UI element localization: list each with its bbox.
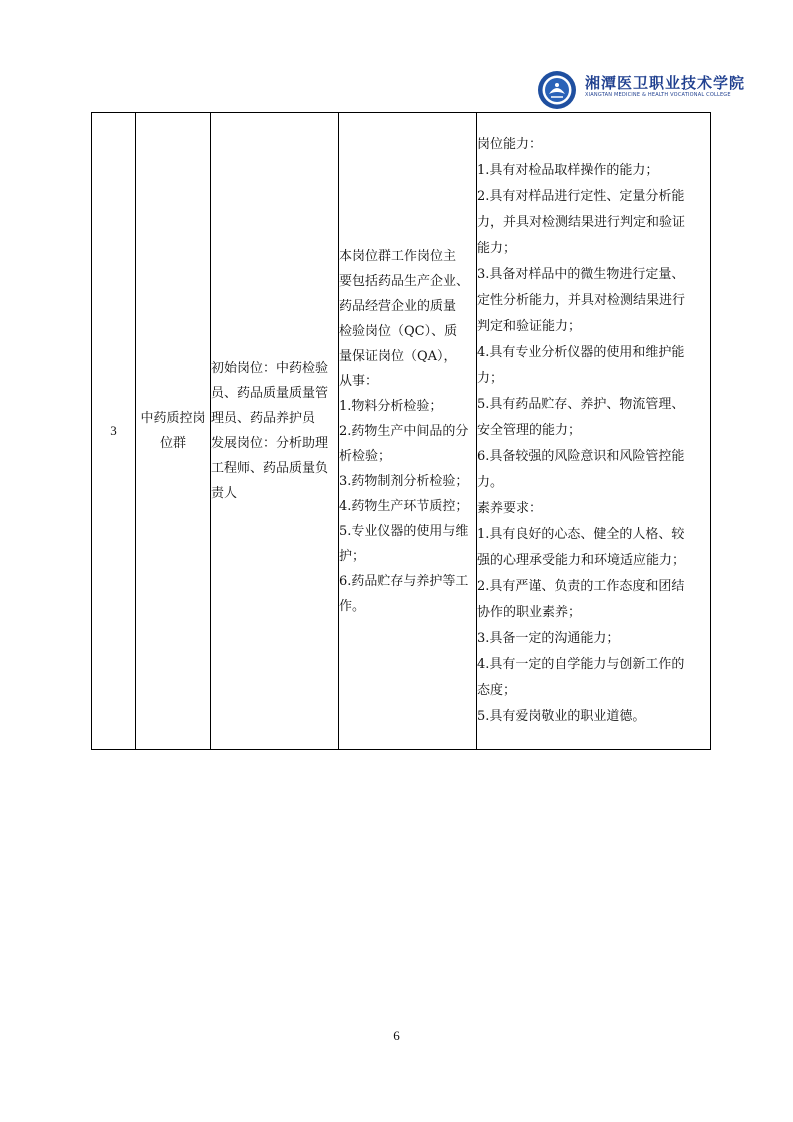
requirement-line: 5.具有药品贮存、养护、物流管理、	[477, 397, 685, 412]
requirement-line: 2.具有严谨、负责的工作态度和团结	[477, 579, 685, 594]
college-name: 湘潭医卫职业技术学院	[585, 74, 746, 92]
job-group-table	[91, 112, 711, 750]
work-content-line: 要包括药品生产企业、	[339, 273, 470, 289]
row-number-cell	[92, 113, 136, 750]
work-content-line: 5.专业仪器的使用与维	[339, 523, 469, 539]
work-content-line: 药品经营企业的质量	[339, 298, 457, 314]
positions-line: 员、药品质量质量管	[211, 386, 329, 401]
requirement-line: 岗位能力：	[477, 137, 543, 152]
requirement-line: 协作的职业素养；	[477, 605, 582, 620]
work-content-line: 检验岗位（QC）、质	[339, 323, 458, 339]
requirement-line: 力，并具对检测结果进行判定和验证	[477, 215, 686, 230]
work-content-line: 3.药物制剂分析检验；	[339, 473, 469, 489]
requirement-line: 2.具有对样品进行定性、定量分析能	[477, 189, 685, 204]
positions-line: 发展岗位：分析助理	[211, 436, 329, 451]
requirements-cell	[477, 113, 711, 750]
requirement-line: 安全管理的能力；	[477, 423, 582, 438]
positions-line: 工程师、药品质量负	[211, 461, 329, 476]
work-content-line: 1.物料分析检验；	[339, 398, 443, 414]
requirement-line: 态度；	[477, 683, 517, 698]
positions-cell	[211, 113, 339, 750]
college-logo	[533, 70, 746, 110]
college-name-english: XIANGTAN MEDICINE & HEALTH VOCATIONAL COLLEGE	[585, 92, 731, 98]
requirement-line: 力。	[477, 475, 504, 490]
work-content-line: 6.药品贮存与养护等工	[339, 573, 469, 589]
requirement-line: 素养要求：	[477, 501, 543, 516]
work-content-line: 作。	[339, 598, 366, 614]
row-number: 3	[110, 423, 117, 438]
job-group-name-cell	[136, 113, 211, 750]
work-content-cell	[339, 113, 477, 750]
requirement-line: 6.具备较强的风险意识和风险管控能	[477, 449, 685, 464]
page-number: 6	[393, 1028, 400, 1043]
work-content-line: 护；	[339, 548, 366, 564]
requirement-line: 4.具有专业分析仪器的使用和维护能	[477, 345, 685, 360]
requirement-line: 能力；	[477, 241, 517, 256]
work-content-line: 本岗位群工作岗位主	[339, 248, 457, 264]
work-content-line: 量保证岗位（QA），	[339, 348, 457, 364]
job-group-name-line: 位群	[159, 436, 186, 451]
requirement-line: 4.具有一定的自学能力与创新工作的	[477, 657, 685, 672]
requirement-line: 定性分析能力，并具对检测结果进行	[477, 293, 686, 308]
requirement-line: 1.具有良好的心态、健全的人格、较	[477, 527, 685, 542]
requirement-line: 5.具有爱岗敬业的职业道德。	[477, 709, 646, 724]
requirement-line: 强的心理承受能力和环境适应能力；	[477, 553, 686, 568]
requirement-line: 3.具备一定的沟通能力；	[477, 631, 620, 646]
job-group-name-line: 中药质控岗	[140, 411, 206, 426]
positions-line: 理员、药品养护员	[211, 411, 316, 426]
requirement-line: 1.具有对检品取样操作的能力；	[477, 163, 659, 178]
work-content-line: 析检验；	[339, 448, 392, 464]
positions-line: 责人	[211, 486, 238, 501]
requirement-line: 力；	[477, 371, 504, 386]
work-content-line: 2.药物生产中间品的分	[339, 423, 469, 439]
positions-line: 初始岗位：中药检验	[211, 361, 329, 376]
table-row	[92, 113, 711, 750]
work-content-line: 4.药物生产环节质控；	[339, 498, 469, 514]
college-emblem-icon	[537, 70, 577, 110]
requirement-line: 判定和验证能力；	[477, 319, 582, 334]
requirement-line: 3.具备对样品中的微生物进行定量、	[477, 267, 685, 282]
work-content-line: 从事：	[339, 373, 379, 389]
